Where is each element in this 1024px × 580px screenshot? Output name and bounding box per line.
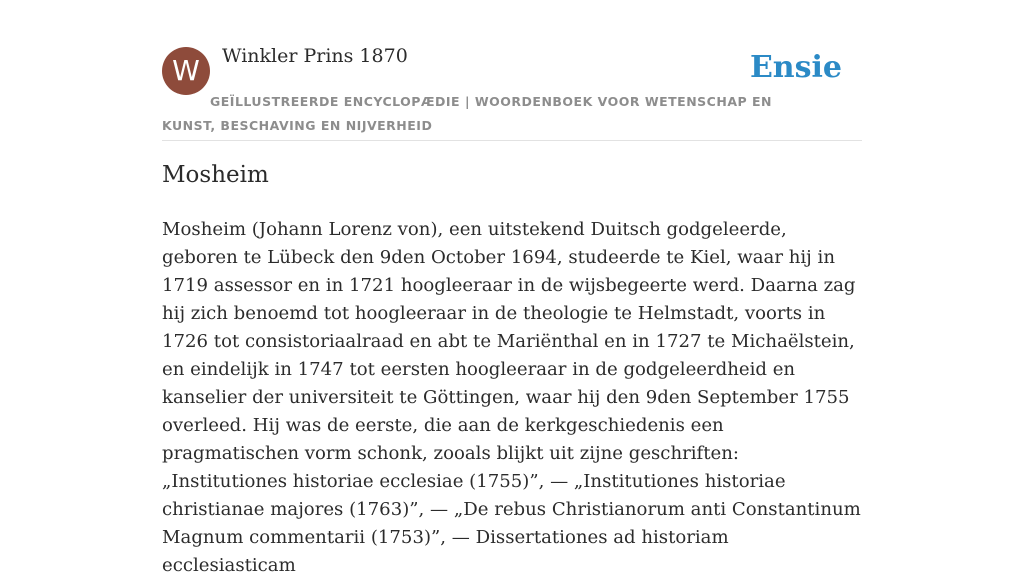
ensie-logo[interactable]: Ensie [749, 50, 842, 85]
source-header [162, 0, 862, 141]
source-title[interactable]: Winkler Prins 1870 [222, 45, 408, 67]
source-avatar[interactable]: W [162, 47, 210, 95]
source-subtitle: GEÏLLUSTREERDE ENCYCLOPÆDIE | WOORDENBOEK VOOR WETENSCHAP EN KUNST, BESCHAVING EN NIJVERHEID [162, 94, 773, 133]
page-container [162, 0, 862, 576]
article-body: Mosheim (Johann Lorenz von), een uitstekend Duitsch godgeleerde, geboren te Lübeck den 9den October 1694, studeerde te Kiel, waar hij in 1719 assessor en in 1721 hoogleeraar in de wijsbegeerte werd. Daarna zag hij zich benoemd tot hoogleeraar in de theologie te Helmstadt, voorts in 1726 tot consistoriaalraad en abt te Mariënthal en in 1727 te Michaëlstein, en eindelijk in 1747 tot eersten hoogleeraar in de godgeleerdheid en kanselier der universiteit te Göttingen, waar hij den 9den September 1755 overleed. Hij was de eerste, die aan de kerkgeschiedenis een pragmatischen vorm schonk, zooals blijkt uit zijne geschriften: „Institutiones historiae ecclesiae (1755)”, — „Institutiones historiae christianae majores (1763)”, — „De rebus Christianorum anti Constantinum Magnum commentarii (1753)”, — Dissertationes ad historiam ecclesiasticam [162, 219, 861, 576]
article-title: Mosheim [162, 162, 269, 188]
